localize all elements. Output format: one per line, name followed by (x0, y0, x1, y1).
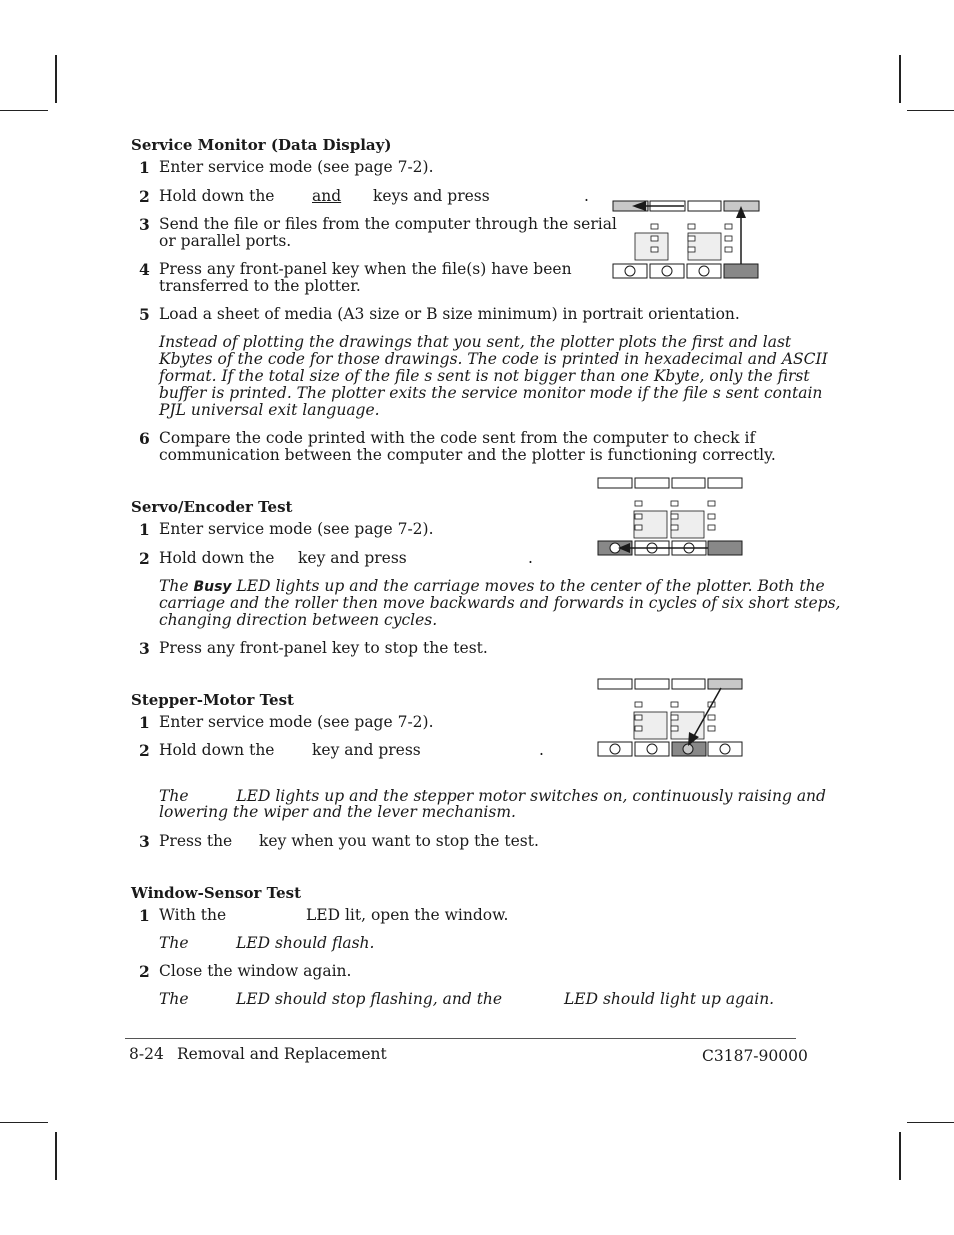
crop-mark (55, 55, 57, 103)
footer-rule (125, 1038, 796, 1039)
front-panel-diagram-stepper-motor (596, 676, 746, 760)
crop-mark (55, 1132, 57, 1180)
step-number: 2 (139, 187, 150, 206)
step-number: 1 (139, 158, 150, 177)
step-text: transferred to the plotter. (159, 277, 361, 295)
step-number: 1 (139, 520, 150, 539)
step-text: Compare the code printed with the code sent from the computer to check if (159, 429, 756, 447)
front-panel-diagram-service-monitor (612, 198, 762, 282)
crop-mark (0, 1122, 48, 1123)
note-text: LED should light up again. (564, 990, 775, 1008)
note-text: LED should stop flashing, and the (236, 990, 503, 1008)
step-text: Send the file or files from the computer through the serial (159, 215, 617, 233)
busy-led-label: Busy (193, 579, 232, 595)
note-text: lowering the wiper and the lever mechanism. (159, 803, 516, 821)
note-text: carriage and the roller then move backwards and forwards in cycles of six short steps, (159, 594, 841, 612)
note-text: The (159, 934, 189, 952)
footer-page-number: 8-24 (129, 1045, 164, 1063)
footer-chapter: Removal and Replacement (177, 1045, 387, 1063)
crop-mark (899, 1132, 901, 1180)
step-text: or parallel ports. (159, 232, 292, 250)
step-text: Hold down the (159, 549, 275, 567)
footer-part-number: C3187-90000 (702, 1047, 808, 1065)
crop-mark (0, 110, 48, 111)
step-text: key and press (298, 549, 407, 567)
crop-mark (907, 110, 954, 111)
step-number: 3 (139, 639, 150, 658)
step-text-and: and (312, 187, 342, 205)
note-text (159, 577, 825, 595)
step-number: 1 (139, 906, 150, 925)
step-text: key and press (312, 741, 421, 759)
note-text: changing direction between cycles. (159, 611, 438, 629)
step-text: . (584, 187, 589, 205)
front-panel-diagram-servo-encoder (596, 475, 746, 559)
step-text: Enter service mode (see page 7-2). (159, 520, 434, 538)
step-number: 6 (139, 429, 150, 448)
step-number: 2 (139, 549, 150, 568)
step-text: Press any front-panel key to stop the test. (159, 639, 488, 657)
step-text: Close the window again. (159, 962, 352, 980)
step-text: Press the (159, 832, 233, 850)
step-text: . (528, 549, 533, 567)
step-text: keys and press (373, 187, 490, 205)
note-rest: LED lights up and the stepper motor switches on, continuously raising and (236, 787, 826, 805)
step-text: Press any front-panel key when the file(s) have been (159, 260, 572, 278)
note-text: LED should flash. (236, 934, 375, 952)
crop-mark (907, 1122, 954, 1123)
section-heading-service-monitor: Service Monitor (Data Display) (131, 136, 392, 154)
step-text: Load a sheet of media (A3 size or B size minimum) in portrait orientation. (159, 305, 740, 323)
step-number: 4 (139, 260, 150, 279)
note-the: The (159, 577, 189, 595)
step-text: Hold down the (159, 741, 275, 759)
step-text: Hold down the (159, 187, 275, 205)
step-number: 3 (139, 832, 150, 851)
step-text: communication between the computer and the plotter is functioning correctly. (159, 446, 776, 464)
note-text: Kbytes of the code for those drawings. The code is printed in hexadecimal and ASCII (159, 350, 828, 368)
step-number: 5 (139, 305, 150, 324)
note-text: buffer is printed. The plotter exits the service monitor mode if the file s sent contain (159, 384, 823, 402)
section-heading-window-sensor: Window-Sensor Test (131, 884, 302, 902)
section-heading-servo-encoder: Servo/Encoder Test (131, 498, 293, 516)
note-text: The (159, 990, 189, 1008)
step-number: 2 (139, 741, 150, 760)
step-text: . (539, 741, 544, 759)
note-text: format. If the total size of the file s sent is not bigger than one Kbyte, only the first (159, 367, 810, 385)
note-text: PJL universal exit language. (159, 401, 380, 419)
step-number: 2 (139, 962, 150, 981)
crop-mark (899, 55, 901, 103)
step-text: key when you want to stop the test. (259, 832, 539, 850)
step-text: Enter service mode (see page 7-2). (159, 158, 434, 176)
step-text: With the (159, 906, 227, 924)
note-the: The (159, 787, 189, 805)
step-number: 1 (139, 713, 150, 732)
note-rest: LED lights up and the carriage moves to the center of the plotter. Both the (236, 577, 825, 595)
note-text: Instead of plotting the drawings that you sent, the plotter plots the first and last (159, 333, 792, 351)
step-text: LED lit, open the window. (306, 906, 509, 924)
section-heading-stepper-motor: Stepper-Motor Test (131, 691, 294, 709)
step-number: 3 (139, 215, 150, 234)
step-text: Enter service mode (see page 7-2). (159, 713, 434, 731)
